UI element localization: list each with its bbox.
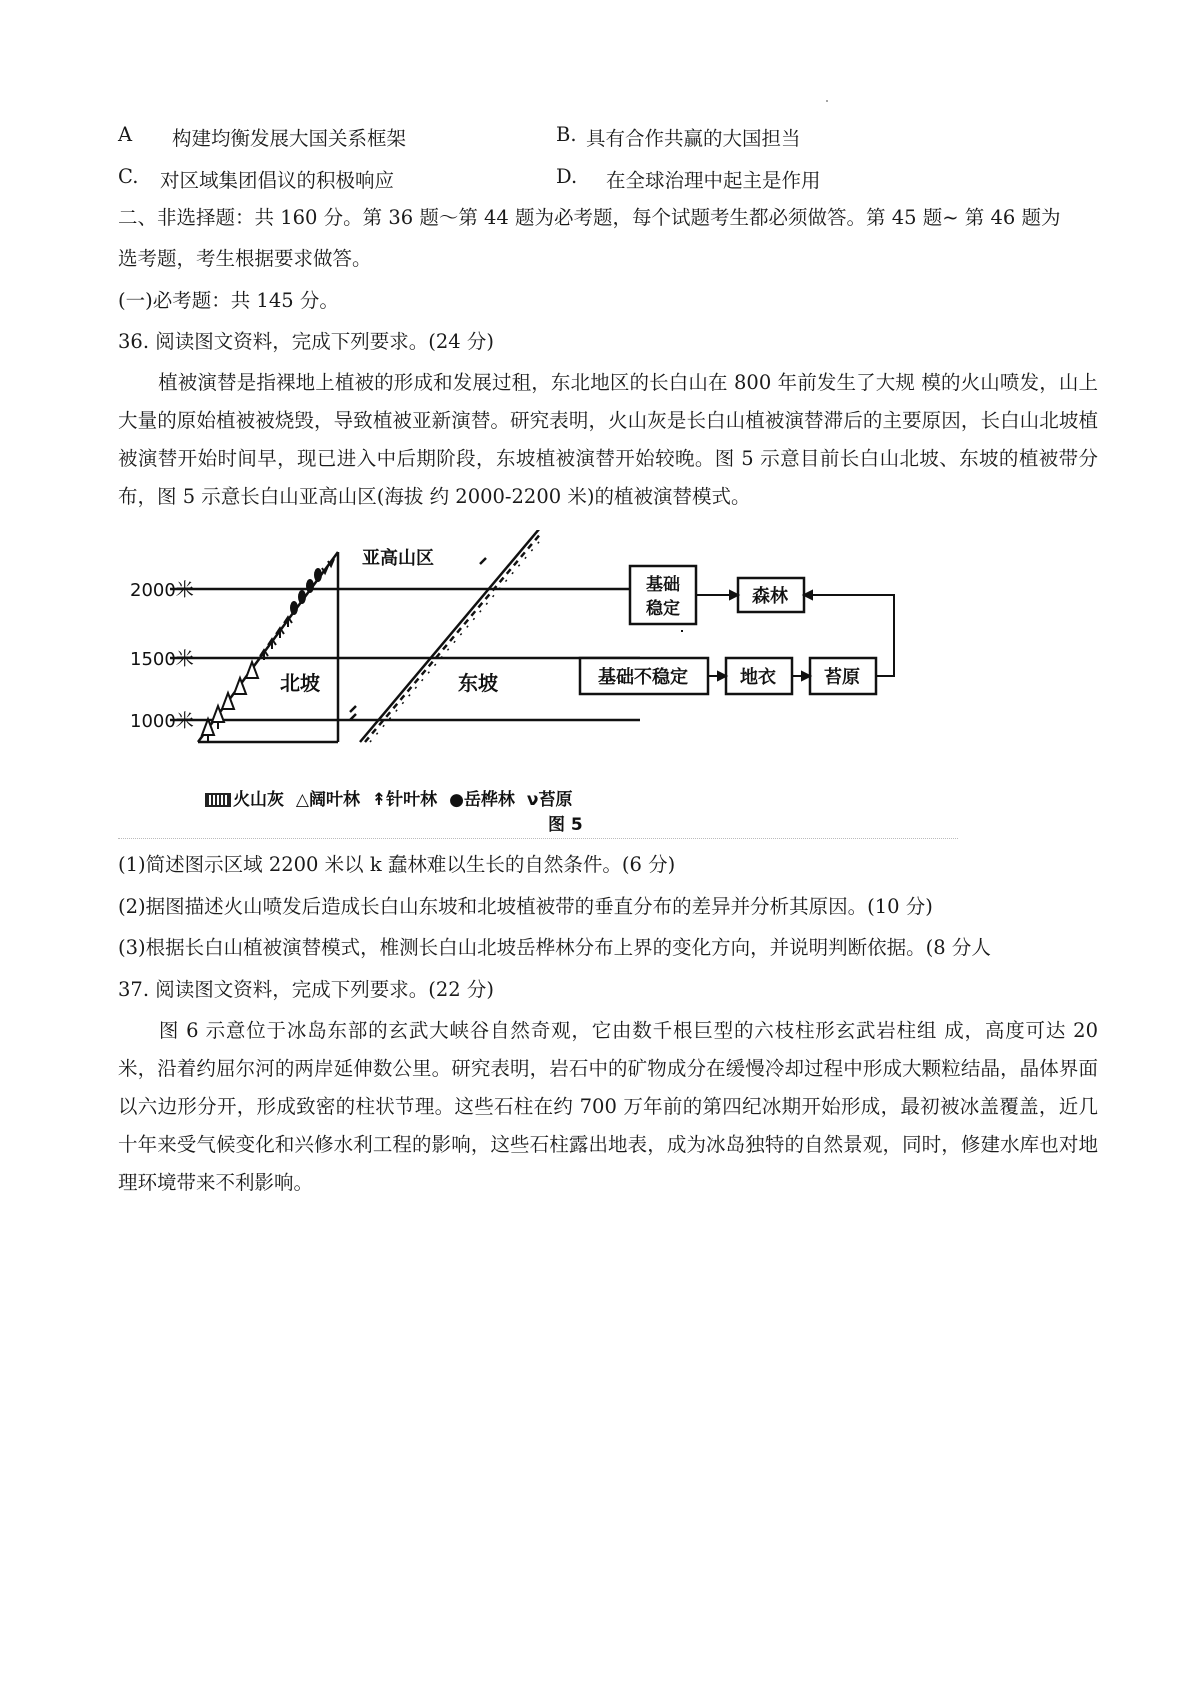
q36-title: 36. 阅读图文资料，完成下列要求。(24 分): [118, 330, 494, 353]
label-1000m: 1000米: [130, 711, 194, 732]
subalpine-label: 亚高山区: [362, 548, 434, 569]
q36-sub2: (2)据图描述火山喷发后造成长白山东坡和北坡植被带的垂直分布的差异并分析其原因。(10 分): [118, 895, 933, 918]
q36-sub1: (1)简述图示区域 2200 米以 k 蠢林难以生长的自然条件。(6 分): [118, 853, 676, 876]
box-lichen-text: 地衣: [740, 667, 776, 688]
north-slope-tundra-symbols: [322, 559, 334, 573]
legend-broadleaf: △阔叶林: [295, 790, 360, 810]
q36-sub3: (3)根据长白山植被演替模式，椎测长白山北坡岳桦林分布上界的变化方向，并说明判断依据。(8 分人: [118, 936, 991, 959]
option-b-label: B.: [556, 123, 577, 146]
birch-icon: ●: [449, 790, 464, 810]
q37-body: [118, 1012, 1098, 1202]
label-2000m: 2000米: [130, 580, 194, 601]
option-a-text: 构建均衡发展大国关系框架: [172, 127, 407, 150]
label-1500m: 1500米: [130, 649, 194, 670]
east-slope-ash-marks: [350, 558, 486, 720]
legend-tundra: ν苔原: [526, 790, 573, 810]
box-forest-text: 森林: [752, 586, 788, 607]
ash-swatch-icon: [205, 793, 231, 807]
option-d-text: 在全球治理中起主是作用: [606, 169, 821, 192]
q37-body-text: 图 6 示意位于冰岛东部的玄武大峡谷自然奇观，它由数千根巨型的六枝柱形玄武岩柱组 成，高度可达 20 米，沿着约屈尔河的两岸延伸数公里。研究表明，岩石中的矿物成分在缓慢冷却过程中形成大颗粒结晶，晶体界面以六边形分开，形成致密的柱状节理。这些石柱在约 700 万年前的第四纪冰期开始形成，最初被冰盖覆盖，近几十年来受气候变化和兴修水利工程的影响，这些石柱露出地表，成为冰岛独特的自然景观，同时，修建水库也对地理环境带来不利影响。: [118, 1019, 1098, 1194]
option-c-label: C.: [118, 165, 139, 188]
box-unstable-text: 基础不稳定: [598, 667, 688, 688]
north-slope-conifer-symbols: [260, 617, 292, 660]
scan-speck: [826, 100, 828, 102]
option-b-text: 具有合作共赢的大国担当: [586, 127, 801, 150]
north-slope-broadleaf-symbols: [202, 662, 258, 742]
figure-caption: 图 5: [548, 815, 583, 835]
q37-title: 37. 阅读图文资料，完成下列要求。(22 分): [118, 978, 494, 1001]
required-heading: (一)必考题：共 145 分。: [118, 289, 339, 312]
legend-conifer: ↟针叶林: [371, 790, 438, 810]
q36-body: [118, 364, 1098, 516]
figure-separator: [118, 838, 958, 839]
option-c-text: 对区域集团倡议的积极响应: [160, 169, 395, 192]
north-slope-birch-symbols: [290, 568, 322, 615]
elevation-lines: [170, 589, 640, 720]
q36-body-text: 植被演替是指裸地上植被的形成和发展过租，东北地区的长白山在 800 年前发生了大规 模的火山喷发，山上大量的原始植被被烧毁，导致植被亚新演替。研究表明，火山灰是长白山植被演替滞后的主要原因，长白山北坡植被演替开始时间早，现已进入中后期阶段，东坡植被演替开始较晚。图 5 示意目前长白山北坡、东坡的植被带分布，图 5 示意长白山亚高山区(海拔 约 2000-2200 米)的植被演替模式。: [118, 371, 1098, 508]
option-d-label: D.: [556, 165, 578, 188]
east-slope-label: 东坡: [458, 671, 498, 695]
figure-legend: [205, 785, 578, 810]
legend-ash: 火山灰: [205, 790, 284, 810]
broadleaf-icon: △: [295, 790, 309, 810]
box-stable-line1: 基础: [646, 575, 680, 595]
tundra-icon: ν: [526, 790, 539, 810]
box-stable-line2: 稳定: [646, 599, 680, 619]
box-moss-text: 苔原: [824, 667, 860, 688]
section2-line1: 二、非选择题：共 160 分。第 36 题～第 44 题为必考题，每个试题考生都必须做答。第 45 题~ 第 46 题为: [118, 206, 1061, 229]
section2-line2: 选考题，考生根据要求做答。: [118, 247, 372, 270]
north-slope-label: 北坡: [280, 671, 320, 695]
legend-birch: ●岳桦林: [449, 790, 515, 810]
conifer-icon: ↟: [371, 790, 387, 810]
option-a-label: A: [118, 123, 133, 146]
